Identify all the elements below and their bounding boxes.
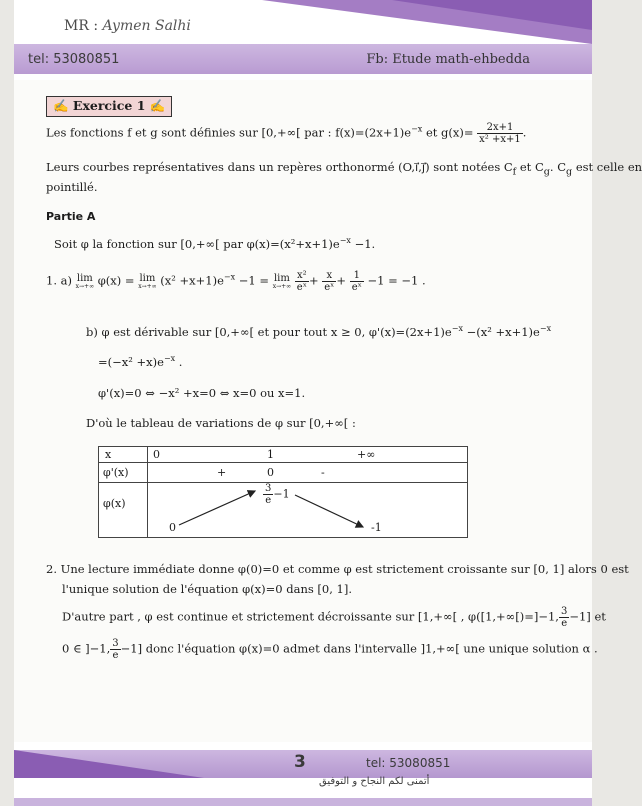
variation-arrows: [99, 447, 469, 539]
phi-definition: Soit φ la fonction sur [0,+∞[ par $\varphi(x)=(x^2+x+1)e^{-x} -1$.: [54, 236, 376, 251]
question-1a: 1. a) lim x→+∞ φ(x) = lim x→+∞ $(x^2 +x+1)e^{-x} -1$ = lim x→+∞ $\frac{\text{x²}}{\text{eˣ}}$ + $\frac{x}{\text{eˣ}}$ + $\frac{1}{\text{eˣ}}$ −1 = −1 .: [46, 270, 426, 293]
question-2-line-3: D'autre part , φ est continue et strictement décroissante sur [1,+∞[ , φ([1,+∞[)=]−1, $\frac{3}{e}$ −1] et: [62, 606, 606, 629]
next-page-edge: [14, 798, 592, 806]
table-derivative-zero: 0: [267, 466, 274, 479]
intro-line-1: Les fonctions f et g sont définies sur [0,+∞[ par : $f(x)=(2x+1)e^{-x}$ et g(x)= $\frac{2x+1}{\text{x² +x+1}}$ .: [46, 122, 527, 145]
question-2-line-4: 0 ∈ ]−1, $\frac{3}{e}$ −1] donc l'équation φ(x)=0 admet dans l'intervalle ]1,+∞[ une unique solution α .: [62, 638, 598, 661]
footer-wish: أتمنى لكم النجاح و التوفيق: [319, 776, 430, 787]
author-line: [64, 18, 191, 34]
footer-decoration: [14, 750, 204, 778]
document-page: [14, 0, 642, 806]
page-footer: [14, 742, 592, 798]
g-fraction: $\frac{2x+1}{\text{x² +x+1}}$: [479, 122, 521, 145]
table-x-0: 0: [153, 448, 160, 461]
header-decoration-dark: [392, 0, 592, 30]
footer-phone: tel: 53080851: [366, 756, 451, 770]
table-label-phi: φ(x): [103, 497, 126, 510]
question-1b-line-2: $=(-x^2 +x)e^{-x}$ .: [98, 354, 183, 369]
table-label-x: x: [105, 448, 112, 461]
limit-1: lim x→+∞: [75, 272, 95, 290]
decreasing-arrow: [295, 495, 363, 527]
variation-table: [98, 446, 468, 538]
question-2-line-1: 2. Une lecture immédiate donne φ(0)=0 et comme φ est strictement croissante sur [0, 1] alors 0 est: [46, 562, 629, 576]
table-x-1: 1: [267, 448, 274, 461]
page-header: [14, 0, 592, 80]
table-sign-minus: -: [321, 466, 325, 479]
intro-line-2: Leurs courbes représentatives dans un repères orthonormé (O,i⃗,j⃗) sont notées $C_f$ et $C_g$. $C_g$ est celle en: [46, 160, 642, 178]
intro-line-3: pointillé.: [46, 180, 98, 194]
limit-2: lim x→+∞: [138, 272, 157, 290]
table-phi-limit: -1: [371, 521, 382, 534]
table-label-derivative: φ'(x): [103, 466, 129, 479]
question-1b-line-1: b) φ est dérivable sur [0,+∞[ et pour tout x ≥ 0, $\varphi'(x)=(2x+1)e^{-x} -(x^2 +x+1)e^{-x}$: [86, 324, 552, 339]
author-signature: Aymen Salhi: [102, 18, 191, 34]
table-sign-plus: +: [217, 466, 227, 479]
limit-3: lim x→+∞: [272, 272, 292, 290]
increasing-arrow: [179, 491, 255, 525]
header-facebook: Fb: Etude math-ehbedda: [366, 52, 530, 67]
part-a-heading: Partie A: [46, 210, 96, 223]
fraction-x2-ex: $\frac{\text{x²}}{\text{eˣ}}$: [296, 270, 307, 293]
exercise-title: ✍ Exercice 1 ✍: [46, 96, 172, 117]
fraction-1-ex: $\frac{1}{\text{eˣ}}$: [351, 270, 362, 293]
question-2-line-2: l'unique solution de l'équation φ(x)=0 dans [0, 1].: [62, 582, 353, 596]
page-number: 3: [294, 752, 306, 772]
fraction-x-ex: $\frac{x}{\text{eˣ}}$: [324, 270, 335, 293]
question-1b-line-3: φ'(x)=0 ⇔ −x² +x=0 ⇔ x=0 ou x=1.: [98, 386, 306, 400]
table-phi-max: $\frac{3}{e}$ −1: [265, 483, 290, 506]
table-x-inf: +∞: [357, 448, 376, 461]
mr-label: MR :: [64, 18, 99, 34]
header-phone: tel: 53080851: [28, 52, 120, 67]
table-phi-0: 0: [169, 521, 176, 534]
question-1b-line-4: D'où le tableau de variations de φ sur [0,+∞[ :: [86, 416, 356, 430]
